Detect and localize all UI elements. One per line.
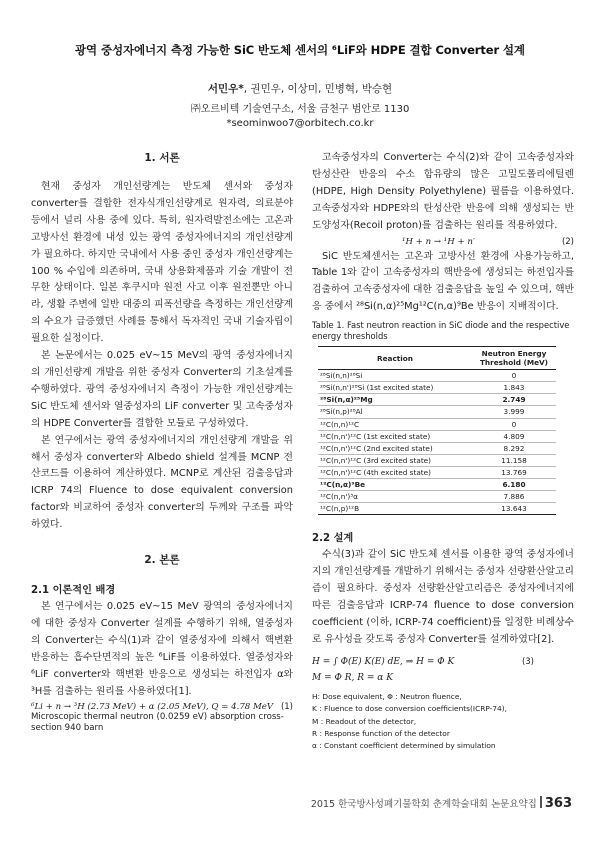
legend-line: R : Response function of the detector [312,728,450,738]
threshold-cell: 0 [472,418,556,430]
table-row [318,491,556,503]
equation-1-text: ⁶Li + n → ³H (2.73 MeV) + α (2.05 MeV), Q = 4.78 MeV [31,702,274,713]
reaction-cell: ¹²C(n,α)⁹Be [318,479,472,491]
affiliation: ㈜오르비텍 기술연구소, 서울 금천구 범안로 1130 [190,104,410,115]
equation-1 [31,702,293,712]
threshold-cell: 2.749 [472,394,556,406]
threshold-cell: 8.292 [472,442,556,454]
threshold-cell: 4.809 [472,430,556,442]
theory-paragraph: 본 연구에서는 0.025 eV~15 MeV 광역의 중성자에너지에 대한 중성자 Converter 설계를 수행하기 위해, 열중성자의 Converter는 수식(1)과 같이 열중성자에 의해서 핵변환 반응하는 흡수단면적의 높은 ⁶LiF를 이용하였다. 열중성자와 ⁶LiF converter와 핵변환 반응으로 생성되는 하전입자 α와 ³H를 검출하는 원리를 사용하였다[1]. [31,601,293,697]
threshold-cell: 3.999 [472,406,556,418]
subsection-heading-design: 2.2 설계 [312,533,354,545]
threshold-cell: 7.886 [472,491,556,503]
table-row [318,503,556,515]
reaction-cell: ²⁸Si(n,p)²⁸Al [318,406,472,418]
equation-3-text: H = ∫ Φ(E) K(E) dE, ⇒ H = Φ K [312,656,455,667]
equation-2-text: ¹H + n → ¹H + n′ [402,236,475,247]
right-column [312,150,574,753]
design-paragraph: 수식(3)과 같이 SiC 반도체 센서를 이용한 광역 중성자에너지의 개인선량계를 개발하기 위해서는 중성자 선량환산알고리즘이 필요하다. 중성자 선량환산알고리즘은 중성자에너지에 따른 검출응답과 ICRP-74 fluence to dose conversion coefficient (이하, ICRP-74 coefficient)를 일정한 비례상수로 유사성을 갖도록 중성자 Converter를 설계하였다[2]. [312,549,574,645]
table-row [318,382,556,394]
reaction-cell: ¹²C(n,n')¹²C (4th excited state) [318,466,472,478]
author-list [30,81,570,96]
sic-paragraph: SiC 반도체센서는 고온과 고방사선 환경에 사용가능하고, Table 1와 같이 고속중성자의 핵반응에 생성되는 하전입자를 검출하여 고속중성자에 대한 검출응답을 높일 수 있으며, 핵반응 중에서 ²⁸Si(n,α)²⁵Mg¹²C(n,α)⁹Be 반응이 지배적이다. [312,250,574,313]
reaction-cell: ¹²C(n,p)¹²B [318,503,472,515]
table-row [318,406,556,418]
legend-line: H: Dose equivalent, Φ : Neutron fluence, [312,691,462,701]
table-row [318,370,556,382]
section-heading-body: 2. 본론 [144,554,180,567]
threshold-cell: 13.643 [472,503,556,515]
paper-title: 광역 중성자에너지 측정 가능한 SiC 반도체 센서의 ⁶LiF와 HDPE 결합 Converter 설계 [75,43,525,57]
legend-line: M : Readout of the detector, [312,716,417,726]
symbol-legend [312,691,574,753]
proceedings-title: 2015 한국방사성폐기물학회 춘계학술대회 논문요약집 [310,799,537,810]
corresponding-email: *seominwoo7@orbitech.co.kr [226,118,374,129]
table-row [318,394,556,406]
equation-1-note: Microscopic thermal neutron (0.0259 eV) absorption cross-section 940 barn [31,712,284,734]
left-column [31,150,293,734]
reaction-cell: ¹²C(n,n)¹²C [318,418,472,430]
equation-3-number: (3) [521,656,534,667]
lead-author: 서민우* [207,83,244,95]
intro-paragraph-1: 현재 중성자 개인선량계는 반도체 센서와 중성자 converter를 결합한 전자식개인선량계로 원자력, 의료분야 등에서 널리 사용 중에 있다. 특히, 원자력발전소에는 고온과 고방사선 환경에 내성 있는 광역 중성자에너지의 개인선량계가 필요하다. 하지만 국내에서 사용 중인 중성자 개인선량계는 100 % 수입에 의존하며, 국내 상용화제품과 기술 개발이 전무한 상태이다. 일본 후쿠시마 원전 사고 이후 원전뿐만 아니라, 생활 주변에 일반 대중의 피폭선량을 측정하는 개인선량계의 수요가 급증했던 사례를 통해서 독자적인 국내 기술자립이 필요한 실정이다. [31,181,293,345]
equation-3-response: M = Φ R, R = α K [312,672,393,683]
table-row [318,430,556,442]
reaction-cell: ¹²C(n,n')¹²C (3rd excited state) [318,454,472,466]
intro-paragraph-2: 본 논문에서는 0.025 eV~15 MeV의 광역 중성자에너지의 개인선량계 개발을 위한 중성자 Converter의 기초설계를 수행하였다. 광역 중성자에너지 측정이 가능한 개인선량계는 SiC 반도체 센서와 열중성자의 LiF converter 및 고속중성자의 HDPE Converter를 결합한 모듈로 구성하였다. [31,350,293,429]
hdpe-paragraph: 고속중성자의 Converter는 수식(2)와 같이 고속중성자와 탄성산란 반응의 수소 함유량의 많은 고밀도폴리에틸렌 (HDPE, High Density Polyethylene) 필름을 이용하였다. 고속중성자와 HDPE와의 탄성산란 반응에 의해 생성되는 반도양성자(Recoil proton)를 검출하는 원리를 적용하였다. [312,152,574,231]
reaction-cell: ²⁸Si(n,n)²⁸Si [318,370,472,382]
page-footer [300,796,572,811]
equation-2-number: (2) [561,236,574,247]
co-authors: , 권민우, 이상미, 민병혁, 박승현 [243,83,393,95]
page-number: 363 [544,796,572,811]
reaction-cell: ¹²C(n,n')³α [318,491,472,503]
table-row [318,418,556,430]
reaction-table [318,346,556,515]
legend-line: α : Constant coefficient determined by simulation [312,741,496,751]
table-caption: Table 1. Fast neutron reaction in SiC diode and the respective energy thresholds [312,320,570,342]
table-header-reaction: Reaction [318,347,472,370]
equation-3 [312,657,574,667]
table-header-threshold: Neutron Energy Threshold (MeV) [472,347,556,370]
footer-divider [540,796,542,808]
threshold-cell: 0 [472,370,556,382]
equation-2 [312,237,574,247]
subsection-heading-theory: 2.1 이론적인 배경 [31,585,116,597]
intro-paragraph-3: 본 연구에서는 광역 중성자에너지의 개인선량계 개발을 위해서 중성자 converter와 Albedo shield 설계를 MCNP 전산코드를 이용하여 계산하였다. MCNP로 계산된 검출응답과 ICRP 74의 Fluence to dose equivalent conversion factor와 비교하여 중성자 converter의 두께와 구조를 파악하였다. [31,434,293,531]
reaction-cell: ²⁸Si(n,α)²⁵Mg [318,394,472,406]
reaction-cell: ¹²C(n,n')¹²C (2nd excited state) [318,442,472,454]
threshold-cell: 1.843 [472,382,556,394]
threshold-cell: 6.180 [472,479,556,491]
table-row [318,442,556,454]
legend-line: K : Fluence to dose conversion coefficients(ICRP-74), [312,704,507,714]
table-row [318,466,556,478]
reaction-cell: ¹²C(n,n')¹²C (1st excited state) [318,430,472,442]
threshold-cell: 11.158 [472,454,556,466]
equation-1-number: (1) [280,702,293,713]
reaction-cell: ²⁸Si(n,n')²⁸Si (1st excited state) [318,382,472,394]
table-row [318,454,556,466]
table-row [318,479,556,491]
threshold-cell: 13.769 [472,466,556,478]
section-heading-intro: 1. 서론 [144,152,180,164]
